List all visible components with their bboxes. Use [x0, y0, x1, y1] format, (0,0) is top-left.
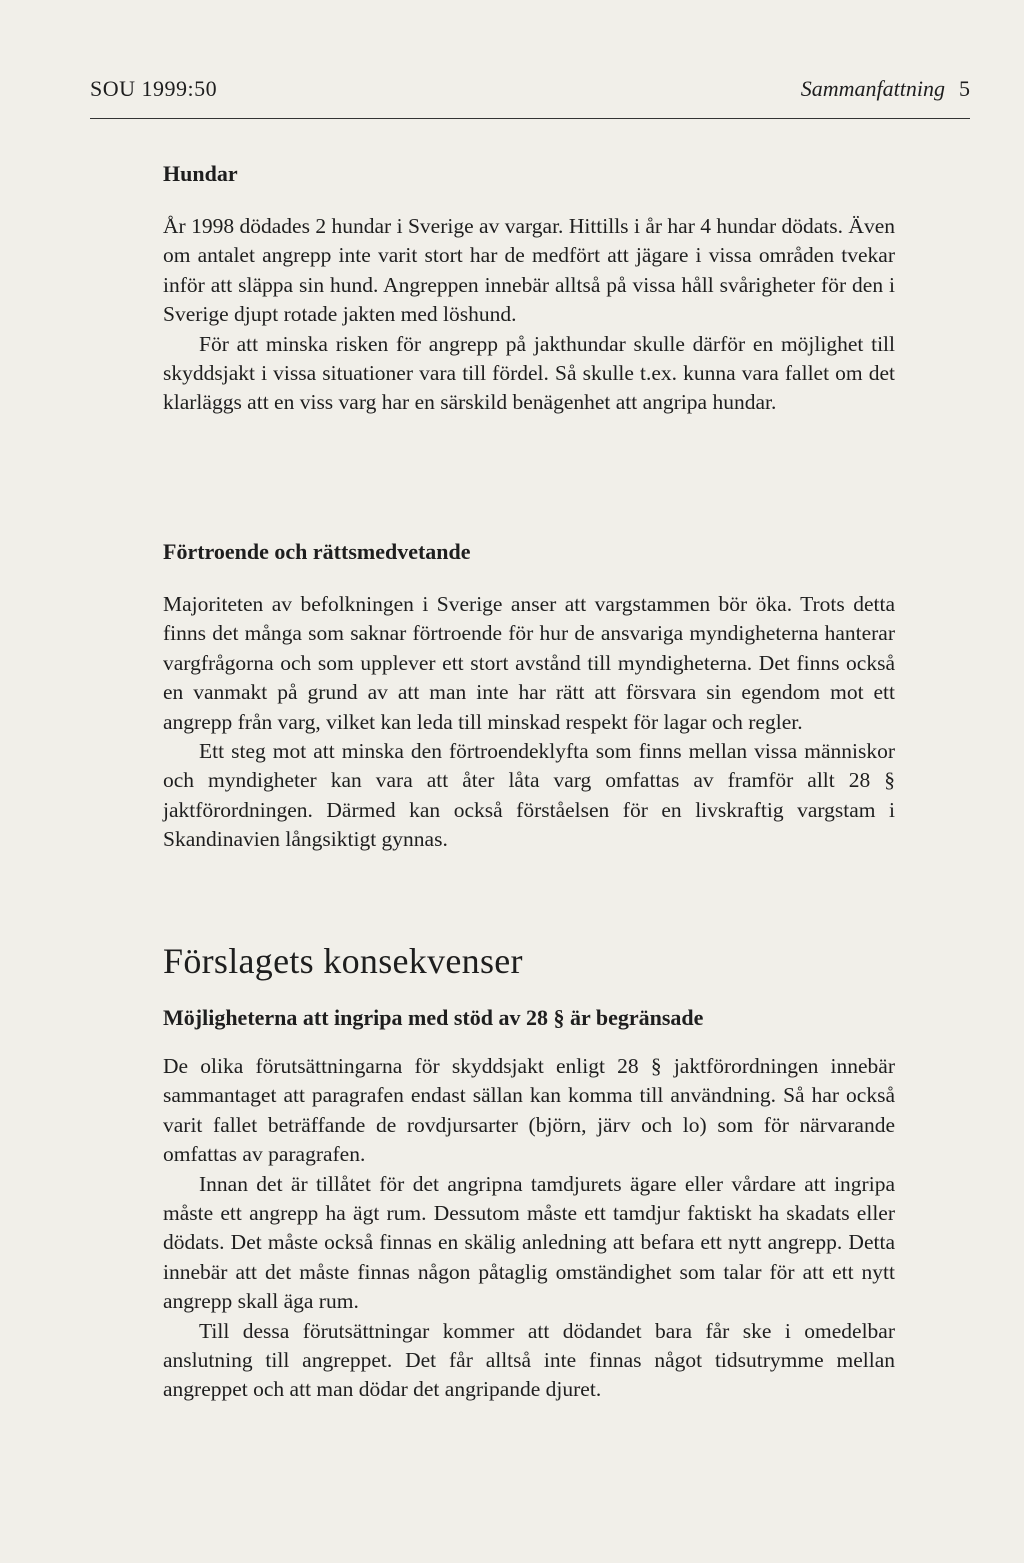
section-body-hundar — [163, 212, 895, 418]
page-number: 5 — [959, 76, 970, 101]
paragraph: De olika förutsättningarna för skyddsjakt enligt 28 § jaktförordningen innebär sammantaget att paragrafen endast sällan kan komma till användning. Så har också varit fallet beträffande de rovdjursarter (björn, järv och lo) som för närvarande omfattas av paragrafen. — [163, 1054, 895, 1167]
section-heading-fortroende: Förtroende och rättsmedvetande — [163, 539, 471, 564]
paragraph: För att minska risken för angrepp på jakthundar skulle därför en möjlighet till skyddsjakt i vissa situationer vara till fördel. Så skulle t.ex. kunna vara fallet om det klarläggs att en viss varg har en särskild benägenhet att angripa hundar. — [163, 331, 895, 415]
section-heading-mojligheterna: Möjligheterna att ingripa med stöd av 28 § är begränsade — [163, 1005, 704, 1030]
paragraph: Ett steg mot att minska den förtroendeklyfta som finns mellan vissa människor och myndigheter kan vara att åter låta varg omfattas av framför allt 28 § jaktförordningen. Därmed kan också förståelsen för en livskraftig vargstam i Skandinavien långsiktigt gynnas. — [163, 739, 895, 852]
paragraph: Till dessa förutsättningar kommer att dödandet bara får ske i omedelbar anslutning till angreppet. Det får alltså inte finnas något tidsutrymme mellan angreppet och att man dödar det angripande djuret. — [163, 1318, 895, 1402]
header-divider — [90, 118, 970, 119]
running-head — [801, 74, 970, 104]
section-body-mojligheterna — [163, 1052, 895, 1405]
paragraph: År 1998 dödades 2 hundar i Sverige av vargar. Hittills i år har 4 hundar dödats. Även om antalet angrepp inte varit stort har de medfört att jägare i vissa områden tvekar inför att släppa sin hund. Angreppen innebär alltså på vissa håll svårigheter för den i Sverige djupt rotade jakten med löshund. — [163, 214, 895, 327]
paragraph: Majoriteten av befolkningen i Sverige anser att vargstammen bör öka. Trots detta finns det många som saknar förtroende för hur de ansvariga myndigheterna hanterar vargfrågorna och som upplever ett stort avstånd till myndigheterna. Det finns också en vanmakt på grund av att man inte har rätt att försvara sin egendom mot ett angrepp från varg, vilket kan leda till minskad respekt för lagar och regler. — [163, 592, 895, 734]
report-number: SOU 1999:50 — [90, 76, 218, 101]
chapter-heading: Förslagets konsekvenser — [163, 941, 523, 981]
page-header — [90, 74, 970, 104]
section-name: Sammanfattning — [800, 76, 945, 101]
section-heading-hundar: Hundar — [163, 161, 238, 186]
section-body-fortroende — [163, 590, 895, 855]
paragraph: Innan det är tillåtet för det angripna tamdjurets ägare eller vårdare att ingripa måste ett angrepp ha ägt rum. Dessutom måste ett tamdjur faktiskt ha skadats eller dödats. Det måste också finnas en skälig anledning att befara ett nytt angrepp. Detta innebär att det måste finnas någon påtaglig omständighet som talar för att ett nytt angrepp skall äga rum. — [163, 1171, 895, 1314]
